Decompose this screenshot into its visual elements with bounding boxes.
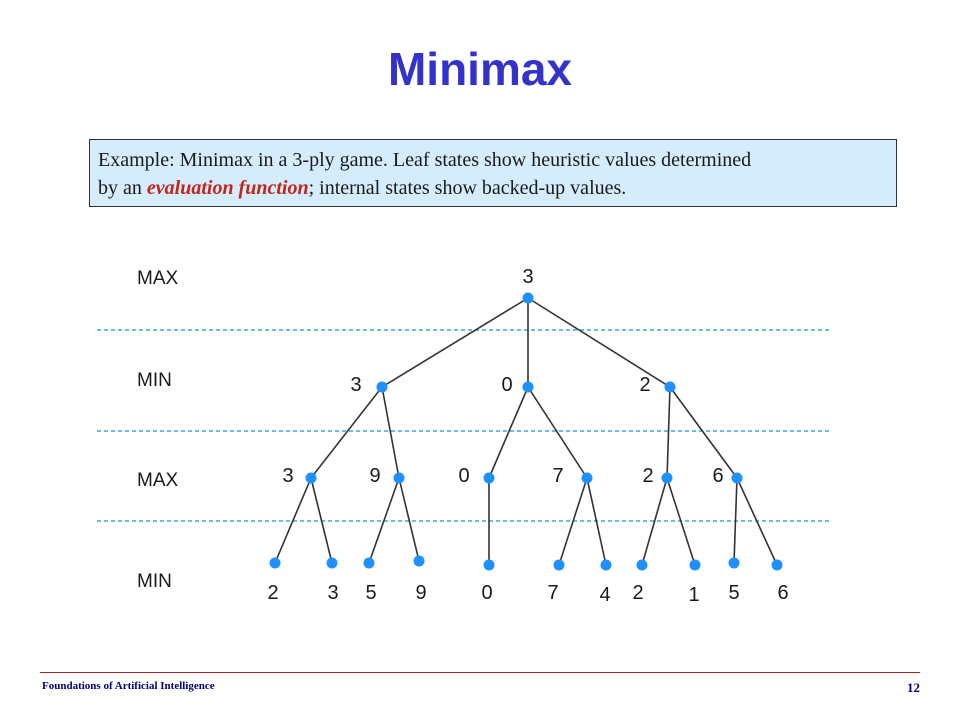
node-leaf-2 bbox=[327, 558, 338, 569]
value-leaf-1: 2 bbox=[267, 582, 279, 604]
node-leaf-7 bbox=[601, 560, 612, 571]
value-min-1: 3 bbox=[350, 374, 362, 396]
callout-line-2 bbox=[98, 174, 888, 202]
slide-title: Minimax bbox=[387, 43, 573, 95]
node-leaf-1 bbox=[270, 558, 281, 569]
evaluation-function-term: evaluation function bbox=[146, 177, 309, 199]
value-leaf-10: 5 bbox=[728, 582, 740, 604]
value-leaf-11: 6 bbox=[777, 582, 789, 604]
value-min-3: 2 bbox=[639, 374, 651, 396]
node-max-6 bbox=[732, 473, 743, 484]
node-leaf-4 bbox=[414, 556, 425, 567]
value-root: 3 bbox=[522, 266, 534, 288]
level-label-min: MIN bbox=[137, 370, 172, 391]
node-leaf-3 bbox=[364, 558, 375, 569]
value-leaf-3: 5 bbox=[365, 582, 377, 604]
value-leaf-7: 4 bbox=[599, 584, 611, 606]
value-leaf-9: 1 bbox=[688, 584, 700, 606]
value-max-2: 9 bbox=[369, 465, 381, 487]
node-max-4 bbox=[582, 473, 593, 484]
node-leaf-6 bbox=[554, 560, 565, 571]
value-max-4: 7 bbox=[552, 465, 564, 487]
node-leaf-9 bbox=[690, 560, 701, 571]
value-leaf-8: 2 bbox=[632, 582, 644, 604]
value-max-3: 0 bbox=[458, 465, 470, 487]
value-max-5: 2 bbox=[642, 465, 654, 487]
value-leaf-2: 3 bbox=[327, 582, 339, 604]
node-min-1 bbox=[377, 382, 388, 393]
node-leaf-5 bbox=[484, 560, 495, 571]
value-max-1: 3 bbox=[282, 465, 294, 487]
level-label-max-root: MAX bbox=[137, 268, 179, 289]
footer-divider bbox=[40, 672, 920, 673]
footer-page-number: 12 bbox=[907, 680, 920, 695]
node-max-5 bbox=[662, 473, 673, 484]
example-callout bbox=[89, 139, 897, 207]
node-max-1 bbox=[306, 473, 317, 484]
level-label-max: MAX bbox=[137, 470, 179, 491]
callout-line-2-pre: by an bbox=[98, 177, 147, 199]
footer-course-title: Foundations of Artificial Intelligence bbox=[42, 680, 215, 692]
value-leaf-4: 9 bbox=[415, 582, 427, 604]
value-leaf-6: 7 bbox=[547, 582, 559, 604]
minimax-tree-diagram bbox=[97, 240, 863, 630]
value-leaf-5: 0 bbox=[481, 582, 493, 604]
node-leaf-10 bbox=[729, 558, 740, 569]
node-leaf-8 bbox=[637, 560, 648, 571]
node-min-2 bbox=[523, 382, 534, 393]
node-max-3 bbox=[484, 473, 495, 484]
callout-line-1: Example: Minimax in a 3-ply game. Leaf states show heuristic values determined bbox=[98, 149, 752, 171]
node-root bbox=[523, 293, 534, 304]
node-max-2 bbox=[394, 473, 405, 484]
value-min-2: 0 bbox=[501, 374, 513, 396]
callout-line-2-post: ; internal states show backed-up values. bbox=[308, 177, 627, 199]
node-leaf-11 bbox=[772, 560, 783, 571]
node-min-3 bbox=[665, 382, 676, 393]
value-max-6: 6 bbox=[712, 465, 724, 487]
level-label-min-leaf: MIN bbox=[137, 571, 172, 592]
